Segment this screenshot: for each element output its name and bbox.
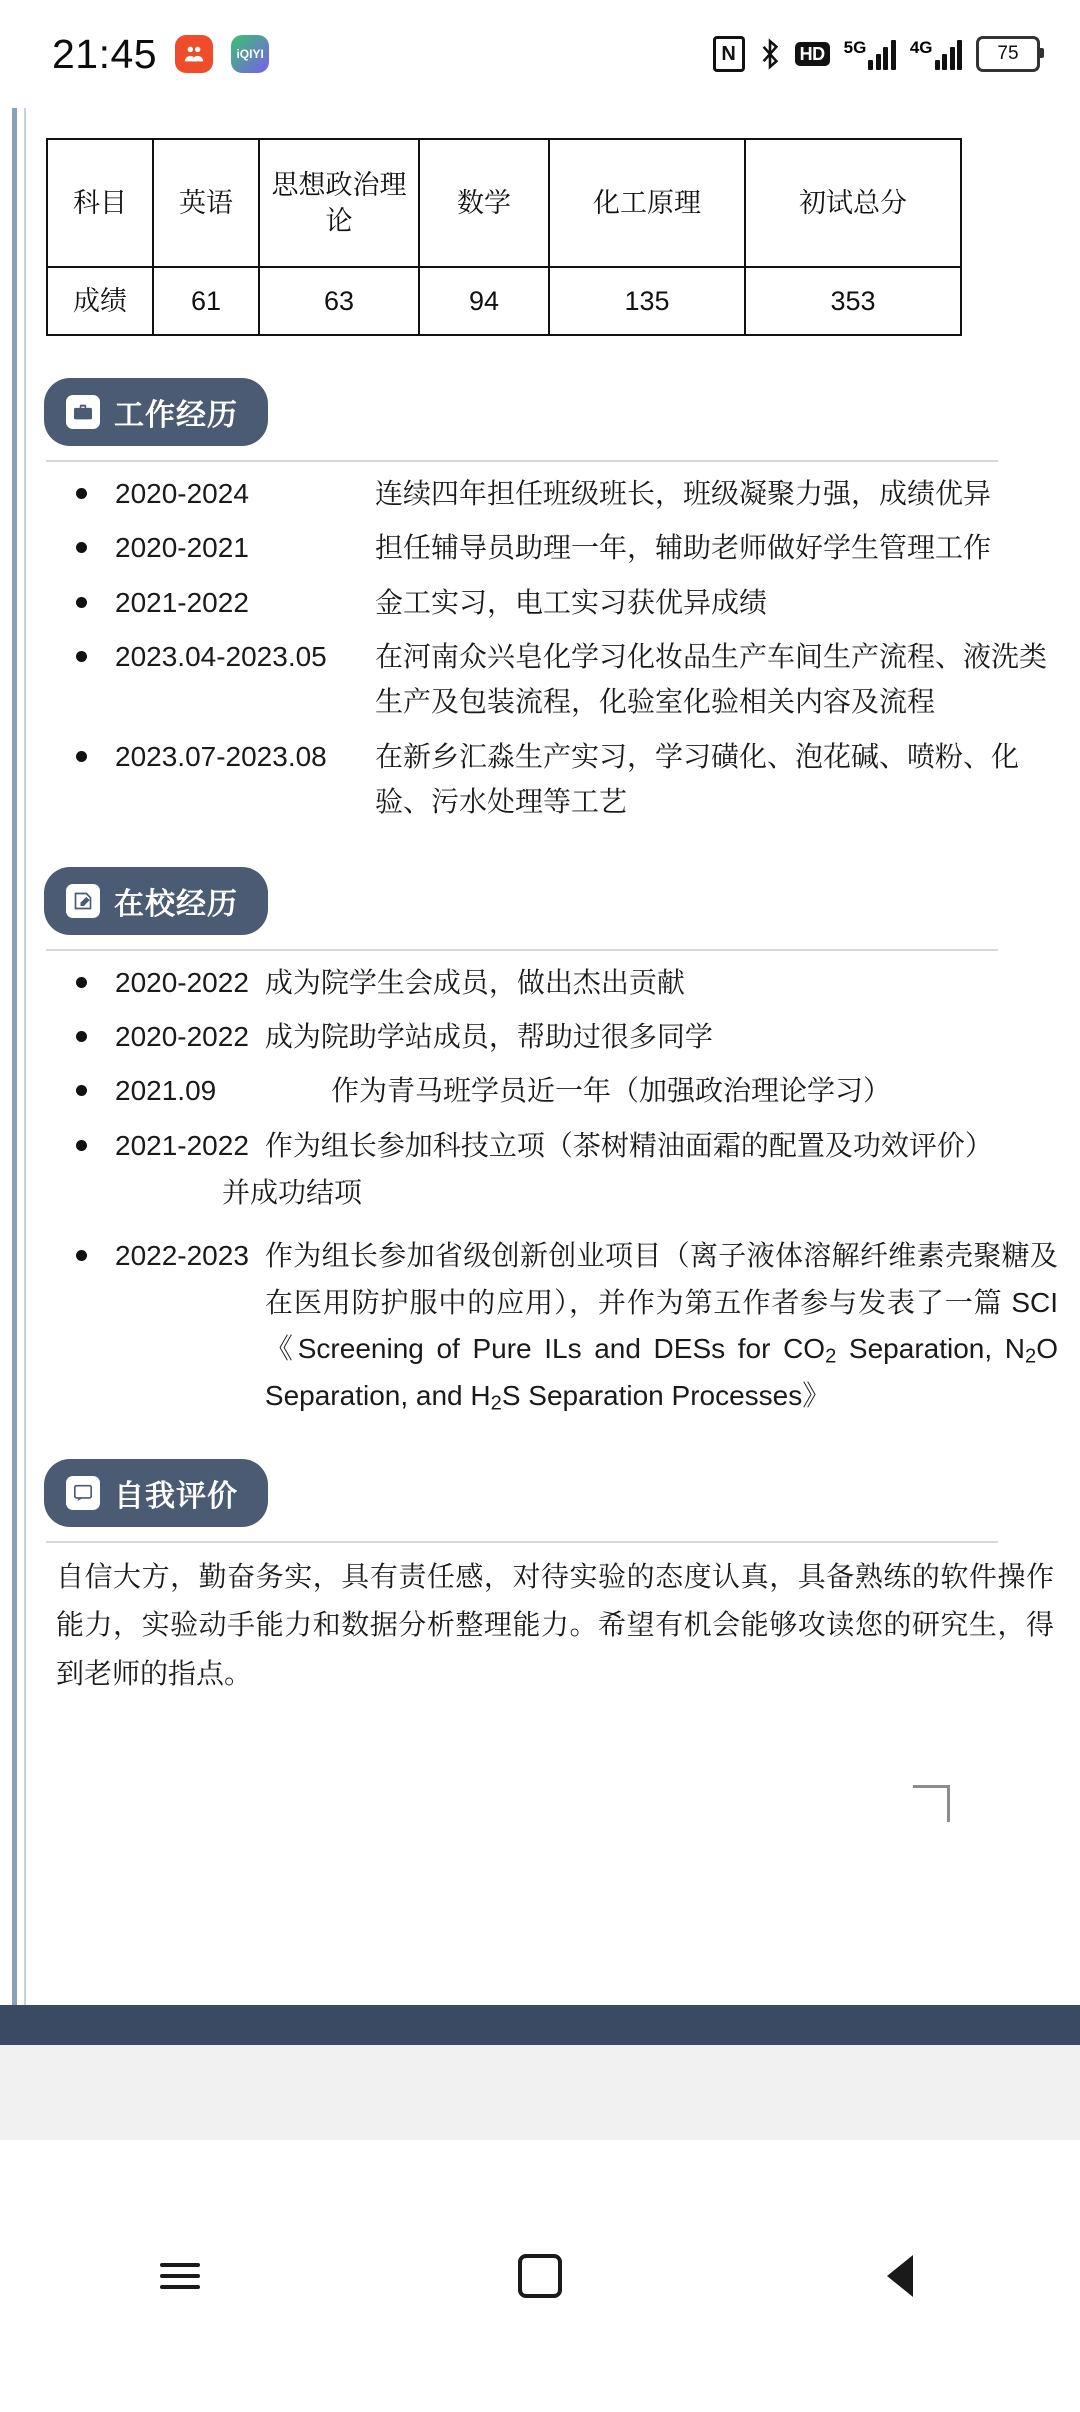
table-header-cell: 科目 [47,139,153,267]
subscript-2: 2 [825,1345,837,1368]
section-self-evaluation [44,1459,1058,1698]
resume-page [32,108,1080,2005]
battery-level: 75 [997,43,1019,64]
bullet-icon [76,751,87,762]
bullet-icon [76,1250,87,1261]
bullet-icon [76,542,87,553]
long-desc-part3: O Separation, and H [264,1332,1058,1412]
list-item [44,1114,1058,1168]
list-item [44,625,1058,725]
item-desc: 并成功结项 [222,1176,363,1208]
item-date: 2021-2022 [115,1129,249,1161]
back-button[interactable] [840,2231,960,2321]
school-experience-header [44,867,268,935]
list-item-long [44,1215,1058,1421]
item-date: 2020-2022 [115,1020,249,1052]
list-item [44,1005,1058,1059]
subscript-2c: 2 [490,1392,502,1415]
status-bar-left [52,31,269,78]
long-desc-part4: S Separation Processes》 [501,1380,831,1412]
table-cell: 63 [259,267,419,335]
list-item [44,516,1058,570]
bullet-icon [76,597,87,608]
list-item [44,725,1058,825]
home-button[interactable] [480,2231,600,2321]
list-item [44,1059,1058,1113]
item-date: 2020-2021 [115,532,249,564]
bullet-icon [76,1031,87,1042]
list-item [44,951,1058,1005]
recent-apps-icon [160,2256,200,2296]
section-school-experience [44,867,1058,1422]
status-bar [0,0,1080,108]
long-desc-part1: 作为组长参加省级创新创业项目（离子液体溶解纤维素壳聚糖及在医用防护服中的应用），并作为第五作者参与发表了一篇 SCI 《Screening of Pure ILs and DESs for CO [264,1240,1058,1364]
table-header-cell: 数学 [419,139,549,267]
score-table [46,138,962,336]
table-header-row [47,139,961,267]
table-header-cell: 思想政治理论 [259,139,419,267]
item-desc: 在新乡汇淼生产实习，学习磺化、泡花碱、喷粉、化验、污水处理等工艺 [375,740,1020,818]
bullet-icon [76,651,87,662]
edit-note-icon [66,884,100,918]
5g-label: 5G [843,37,867,57]
item-desc: 作为组长参加科技立项（茶树精油面霜的配置及功效评价） [264,1129,993,1161]
iqiyi-app-label: iQIYI [236,47,264,61]
section-work-experience [44,378,1058,825]
iqiyi-app-icon [231,35,269,73]
table-header-cell: 初试总分 [745,139,961,267]
item-date: 2023.07-2023.08 [115,740,327,772]
list-item [44,462,1058,516]
self-evaluation-text: 自信大方，勤奋务实，具有责任感，对待实验的态度认真，具备熟练的软件操作能力，实验动手能力和数据分析整理能力。希望有机会能够攻读您的研究生，得到老师的指点。 [56,1561,1054,1689]
school-experience-title: 在校经历 [114,887,238,921]
briefcase-icon [66,395,100,429]
bullet-icon [76,1085,87,1096]
document-viewer[interactable] [0,108,1080,2140]
nfc-icon: N [713,36,745,72]
item-desc: 作为青马班学员近一年（加强政治理论学习） [331,1075,892,1107]
item-desc: 担任辅导员助理一年，辅助老师做好学生管理工作 [375,532,992,564]
battery-indicator [976,36,1040,72]
back-icon [887,2255,913,2297]
item-desc: 成为院助学站成员，帮助过很多同学 [264,1020,713,1052]
bullet-icon [76,1140,87,1151]
work-experience-header [44,378,268,446]
work-experience-title: 工作经历 [114,399,238,432]
list-item-continuation [44,1168,1058,1215]
notification-app-icon [175,35,213,73]
bullet-icon [76,977,87,988]
4g-label: 4G [909,37,933,57]
hd-icon: HD [795,42,830,66]
long-desc-part2: Separation, N [836,1332,1025,1364]
recent-apps-button[interactable] [120,2231,240,2321]
table-header-cell: 化工原理 [549,139,745,267]
item-date: 2020-2024 [115,478,249,509]
item-date: 2023.04-2023.05 [115,641,327,673]
table-cell: 94 [419,267,549,335]
5g-signal-icon [844,39,896,70]
item-desc: 在河南众兴皂化学习化妆品生产车间生产流程、液洗类生产及包装流程，化验室化验相关内容及流程 [375,641,1048,718]
self-evaluation-title: 自我评价 [114,1480,238,1514]
item-date: 2021.09 [115,1075,217,1107]
item-date: 2021-2022 [115,586,249,618]
table-header-cell: 英语 [153,139,259,267]
table-cell: 135 [549,267,745,335]
item-desc [265,1233,1058,1421]
4g-signal-icon [910,39,962,70]
item-date: 2020-2022 [115,966,249,998]
divider [46,1541,998,1543]
bluetooth-icon [759,38,781,70]
status-clock: 21:45 [52,30,158,77]
table-row-label: 成绩 [47,267,153,335]
item-desc: 成为院学生会成员，做出杰出贡献 [264,966,685,998]
item-date: 2022-2023 [115,1240,249,1272]
page-edge-line [24,108,26,2005]
bullet-icon [76,488,87,499]
system-navigation-bar [0,2140,1080,2412]
self-evaluation-header [44,1459,268,1527]
item-desc: 金工实习，电工实习获优异成绩 [375,586,768,618]
page-edge-accent [12,108,17,2005]
list-item [44,571,1058,625]
page-crop-mark [913,1785,950,1822]
status-bar-right [713,36,1040,72]
viewer-bottom-padding [0,2045,1080,2140]
viewer-bottom-bar [0,2005,1080,2045]
item-desc: 连续四年担任班级班长，班级凝聚力强，成绩优异 [375,478,992,509]
work-experience-list [44,462,1058,825]
comment-icon [66,1476,100,1510]
table-cell: 353 [745,267,961,335]
table-row [47,267,961,335]
subscript-2b: 2 [1025,1345,1037,1368]
home-icon [518,2254,562,2298]
school-experience-list [44,951,1058,1422]
table-cell: 61 [153,267,259,335]
